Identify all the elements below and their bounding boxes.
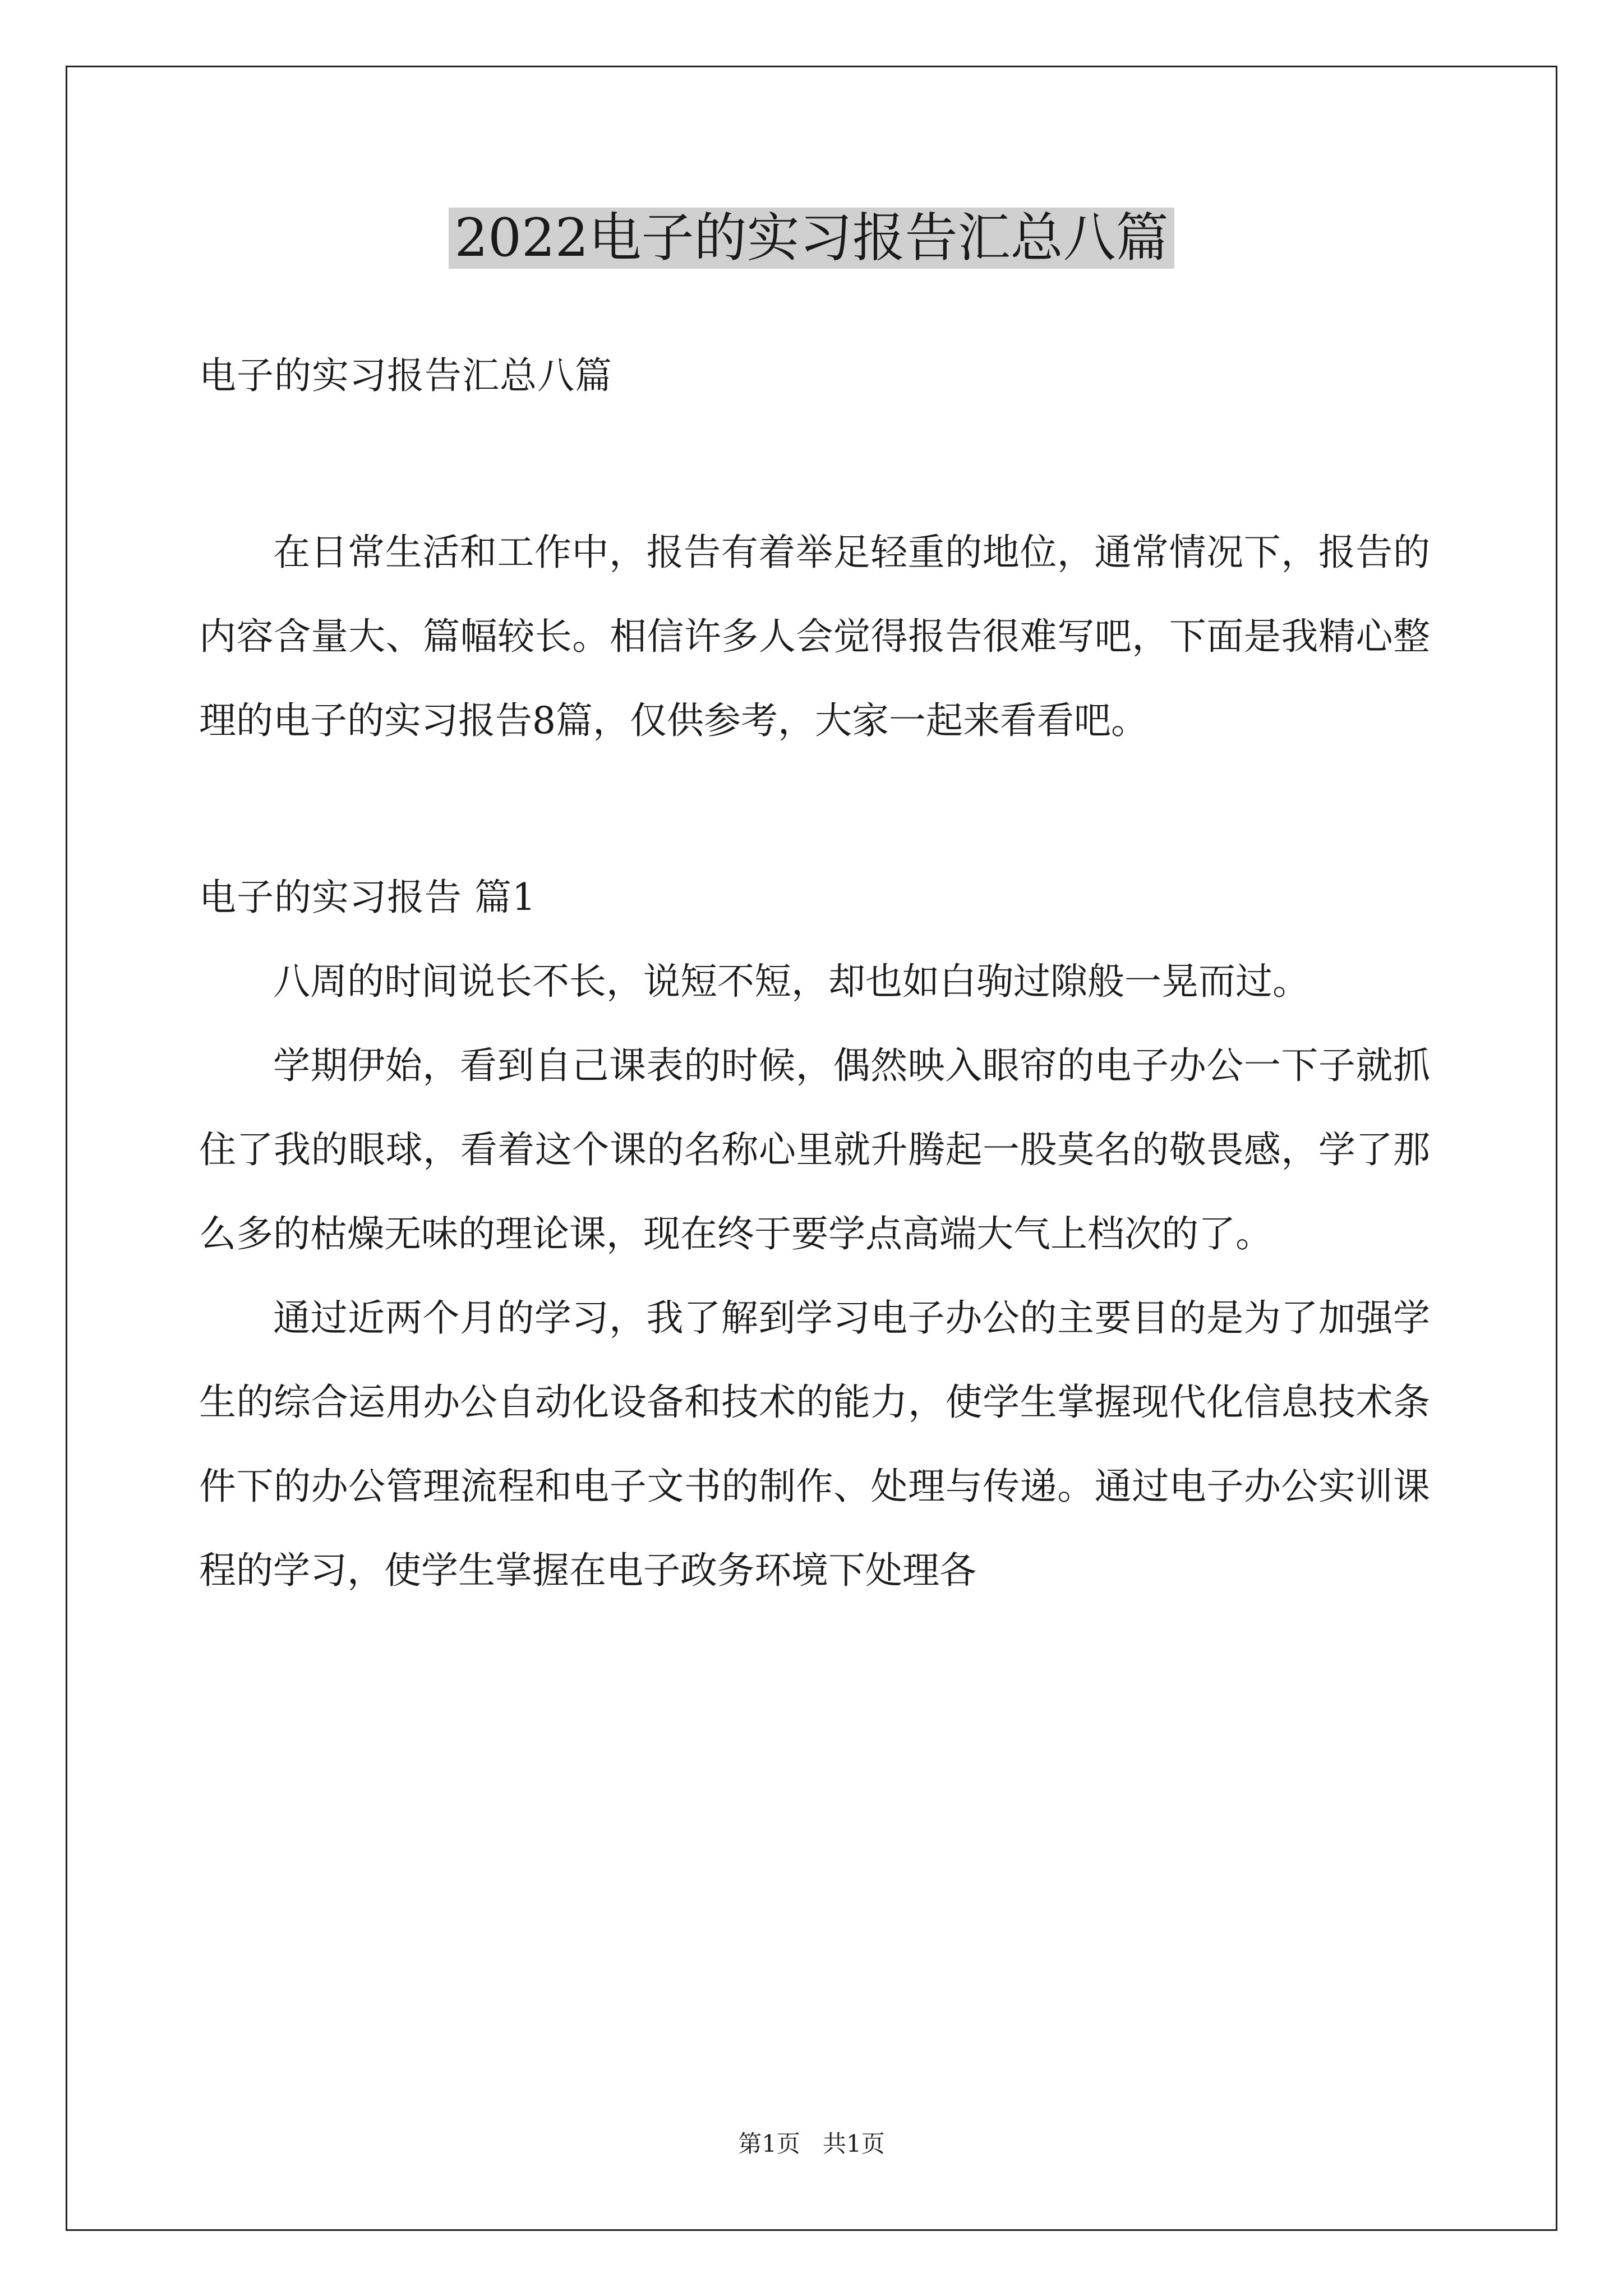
document-body — [199, 334, 1430, 1613]
section-heading: 电子的实习报告 篇1 — [199, 876, 536, 919]
body-paragraph-2: 学期伊始，看到自己课表的时候，偶然映入眼帘的电子办公一下子就抓住了我的眼球，看着这个课的名称心里就升腾起一股莫名的敬畏感，学了那么多的枯燥无味的理论课，现在终于要学点高端大气上档次的了。 — [199, 1044, 1430, 1255]
page-number: 第1页 — [738, 2130, 800, 2157]
page-total: 共1页 — [823, 2130, 885, 2157]
document-subtitle: 电子的实习报告汇总八篇 — [199, 354, 612, 397]
document-title — [0, 199, 1623, 278]
body-paragraph-1: 八周的时间说长不长，说短不短，却也如白驹过隙般一晃而过。 — [273, 960, 1310, 1003]
page-footer — [0, 2127, 1623, 2161]
document-title-text: 2022电子的实习报告汇总八篇 — [449, 208, 1174, 269]
intro-paragraph: 在日常生活和工作中，报告有着举足轻重的地位，通常情况下，报告的内容含量大、篇幅较长。相信许多人会觉得报告很难写吧，下面是我精心整理的电子的实习报告8篇，仅供参考，大家一起来看看吧。 — [199, 531, 1430, 742]
body-paragraph-3: 通过近两个月的学习，我了解到学习电子办公的主要目的是为了加强学生的综合运用办公自动化设备和技术的能力，使学生掌握现代化信息技术条件下的办公管理流程和电子文书的制作、处理与传递。通过电子办公实训课程的学习，使学生掌握在电子政务环境下处理各 — [199, 1296, 1430, 1592]
